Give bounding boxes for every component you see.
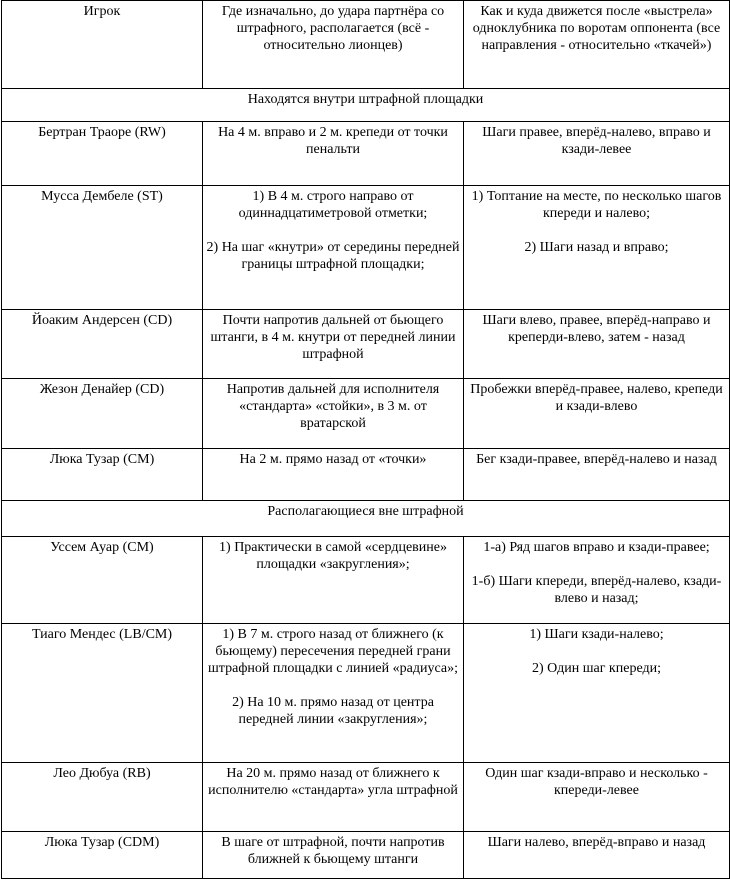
table-row — [2, 624, 730, 763]
start-position: Почти напротив дальней от бьющего штанги, в 4 м. кнутри от передней линии штрафной — [203, 310, 464, 379]
players-table — [1, 0, 730, 879]
start-position: На 20 м. прямо назад от ближнего к исполнителю «стандарта» угла штрафной — [203, 763, 464, 832]
start-position: 1) Практически в самой «сердцевине» площадки «закругления»; — [203, 537, 464, 624]
start-position: 1) В 4 м. строго направо от одиннадцатиметровой отметки; 2) На шаг «кнутри» от середины передней границы штрафной площадки; — [203, 186, 464, 310]
start-position: 1) В 7 м. строго назад от ближнего (к бьющему) пересечения передней грани штрафной площадки с линией «радиуса»; 2) На 10 м. прямо назад от центра передней линии «закругления»; — [203, 624, 464, 763]
table-row — [2, 379, 730, 449]
movement: 1) Шаги кзади-налево; 2) Один шаг кпереди; — [464, 624, 730, 763]
section-title: Располагающиеся вне штрафной — [2, 501, 730, 537]
movement: Шаги влево, правее, вперёд-направо и креперди-влево, затем - назад — [464, 310, 730, 379]
table-row — [2, 122, 730, 186]
movement: Шаги налево, вперёд-вправо и назад — [464, 832, 730, 879]
player-name: Бертран Траоре (RW) — [2, 122, 203, 186]
section-row — [2, 501, 730, 537]
section-title: Находятся внутри штрафной площадки — [2, 89, 730, 122]
movement: 1-а) Ряд шагов вправо и кзади-правее; 1-б) Шаги кпереди, вперёд-налево, кзади-влево и назад; — [464, 537, 730, 624]
player-name: Тиаго Мендес (LB/CM) — [2, 624, 203, 763]
header-player: Игрок — [2, 1, 203, 89]
player-name: Йоаким Андерсен (CD) — [2, 310, 203, 379]
movement: Бег кзади-правее, вперёд-налево и назад — [464, 449, 730, 501]
header-movement: Как и куда движется после «выстрела» одноклубника по воротам оппонента (все направления - относительно «ткачей») — [464, 1, 730, 89]
movement: Один шаг кзади-вправо и несколько - кпереди-левее — [464, 763, 730, 832]
start-position: На 2 м. прямо назад от «точки» — [203, 449, 464, 501]
start-position: На 4 м. вправо и 2 м. крепеди от точки пенальти — [203, 122, 464, 186]
table-row — [2, 449, 730, 501]
header-row — [2, 1, 730, 89]
start-position: Напротив дальней для исполнителя «стандарта» «стойки», в 3 м. от вратарской — [203, 379, 464, 449]
movement: 1) Топтание на месте, по несколько шагов кпереди и налево; 2) Шаги назад и вправо; — [464, 186, 730, 310]
movement: Пробежки вперёд-правее, налево, крепеди и кзади-влево — [464, 379, 730, 449]
player-name: Люка Тузар (CM) — [2, 449, 203, 501]
header-position: Где изначально, до удара партнёра со штрафного, располагается (всё - относительно лионцев) — [203, 1, 464, 89]
player-name: Жезон Денайер (CD) — [2, 379, 203, 449]
player-name: Мусса Дембеле (ST) — [2, 186, 203, 310]
table-row — [2, 537, 730, 624]
section-row — [2, 89, 730, 122]
movement: Шаги правее, вперёд-налево, вправо и кзади-левее — [464, 122, 730, 186]
player-name: Люка Тузар (CDM) — [2, 832, 203, 879]
table-row — [2, 763, 730, 832]
player-name: Уссем Ауар (CM) — [2, 537, 203, 624]
table-row — [2, 310, 730, 379]
table-row — [2, 186, 730, 310]
table-row — [2, 832, 730, 879]
start-position: В шаге от штрафной, почти напротив ближней к бьющему штанги — [203, 832, 464, 879]
player-name: Лео Дюбуа (RB) — [2, 763, 203, 832]
